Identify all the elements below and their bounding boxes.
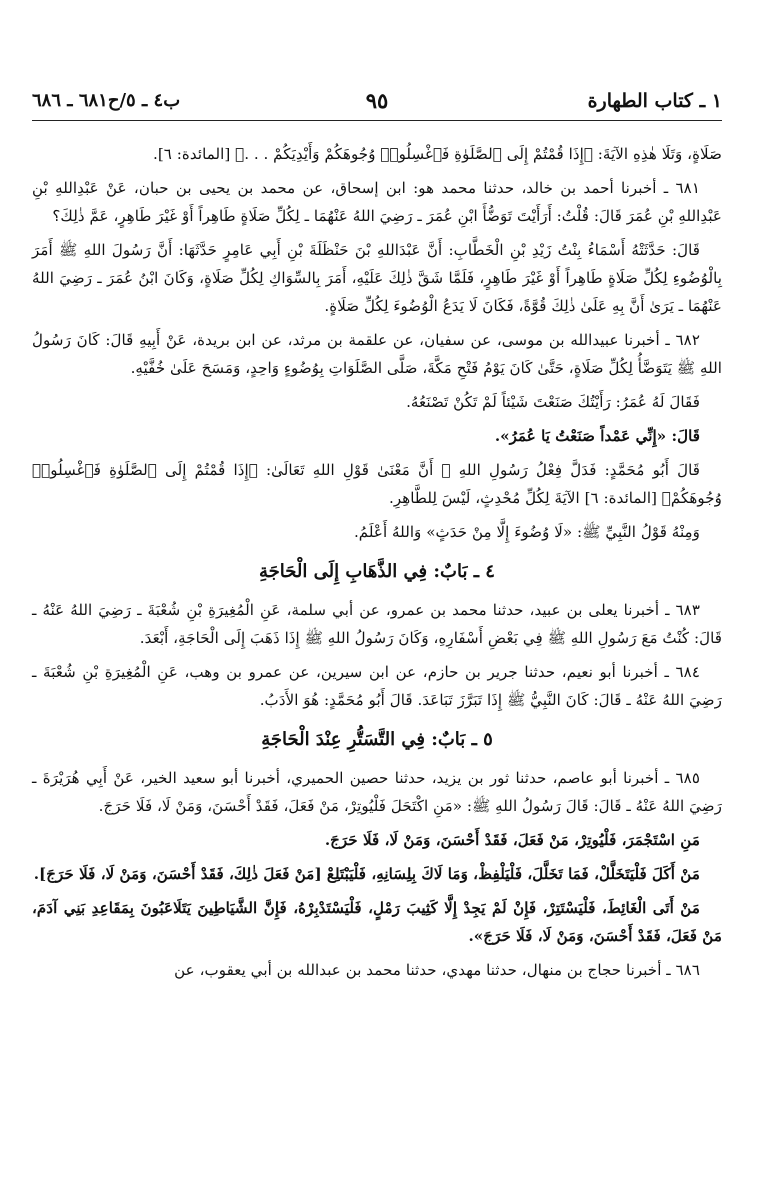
page-body xyxy=(32,140,722,990)
hadith-682-closing: وَمِنْهُ قَوْلُ النَّبِيِّ ﷺ: «لَا وُضُوءَ إِلَّا مِنْ حَدَثٍ» وَاللهُ أَعْلَمُ. xyxy=(353,523,700,541)
hadith-682-line-2: فَقَالَ لَهُ عُمَرُ: رَأَيْتُكَ صَنَعْتَ شَيْئاً لَمْ تَكُنْ تَصْنَعُهُ. xyxy=(406,393,700,411)
hadith-682-commentary: قَالَ أَبُو مُحَمَّدٍ: فَدَلَّ فِعْلُ رَسُولِ اللهِ ﷺ أَنَّ مَعْنَىٰ قَوْلِ اللهِ تَعَالَىٰ: ﴿إِذَا قُمْتُمْ إِلَى ٱلصَّلَوٰةِ فَٱغْسِلُوا۟ وُجُوهَكُمْ﴾ [المائدة: ٦] الآيَةَ لِكُلِّ مُحْدِثٍ، لَيْسَ لِلطَّاهِرِ. xyxy=(32,461,722,507)
hadith-685: ٦٨٥ ـ أخبرنا أبو عاصم، حدثنا ثور بن يزيد، حدثنا حصين الحميري، أخبرنا أبو سعيد الخير، عَنْ أَبِي هُرَيْرَةَ ـ رَضِيَ اللهُ عَنْهُ ـ قَالَ: قَالَ رَسُولُ اللهِ ﷺ: «مَنِ اكْتَحَلَ فَلْيُوتِرْ، مَنْ فَعَلَ، فَقَدْ أَحْسَنَ، وَمَنْ لَا، فَلَا حَرَجَ. xyxy=(32,769,722,815)
page-number: ٩٥ xyxy=(365,88,389,113)
hadith-range-ref: ب٤ ـ ٥/ح٦٨١ ـ ٦٨٦ xyxy=(32,90,181,111)
hadith-684: ٦٨٤ ـ أخبرنا أبو نعيم، حدثنا جرير بن حازم، عن ابن سيرين، عن عمرو بن وهب، عَنِ الْمُغِيرَةِ بْنِ شُعْبَةَ ـ رَضِيَ اللهُ عَنْهُ ـ قَالَ: كَانَ النَّبِيُّ ﷺ إِذَا تَبَرَّزَ تَبَاعَدَ. قَالَ أَبُو مُحَمَّدٍ: هُوَ الأَدَبُ. xyxy=(32,663,722,709)
hadith-686: ٦٨٦ ـ أخبرنا حجاج بن منهال، حدثنا مهدي، حدثنا محمد بن عبدالله بن أبي يعقوب، عن xyxy=(174,961,700,979)
hadith-683: ٦٨٣ ـ أخبرنا يعلى بن عبيد، حدثنا محمد بن عمرو، عن أبي سلمة، عَنِ الْمُغِيرَةِ بْنِ شُعْبَةَ ـ رَضِيَ اللهُ عَنْهُ ـ قَالَ: كُنْتُ مَعَ رَسُولِ اللهِ ﷺ فِي بَعْضِ أَسْفَارِهِ، وَكَانَ رَسُولُ اللهِ ﷺ إِذَا ذَهَبَ إِلَى الْحَاجَةِ، أَبْعَدَ. xyxy=(32,601,722,647)
hadith-685-line-2: مَنِ اسْتَجْمَرَ، فَلْيُوتِرْ، مَنْ فَعَلَ، فَقَدْ أَحْسَنَ، وَمَنْ لَا، فَلَا حَرَجَ. xyxy=(324,831,700,849)
hadith-685-line-3: مَنْ أَكَلَ فَلْيَتَخَلَّلْ، فَمَا تَخَلَّلَ، فَلْيَلْفِظْ، وَمَا لَاكَ بِلِسَانِهِ، فَلْيَبْتَلِعْ [مَنْ فَعَلَ ذٰلِكَ، فَقَدْ أَحْسَنَ، وَمَنْ لَا، فَلَا حَرَجَ]. xyxy=(33,865,700,883)
hadith-681: ٦٨١ ـ أخبرنا أحمد بن خالد، حدثنا محمد هو: ابن إسحاق، عن محمد بن يحيى بن حبان، عَنْ عَبْدِاللهِ بْنِ عَبْدِاللهِ بْنِ عُمَرَ قَالَ: قُلْتُ: أَرَأَيْتَ تَوَضُّأَ ابْنِ عُمَرَ ـ رَضِيَ اللهُ عَنْهُمَا ـ لِكُلِّ صَلَاةٍ طَاهِراً أَوْ غَيْرَ طَاهِرٍ، عَمَّ ذٰلِكَ؟ xyxy=(32,179,722,225)
page-header xyxy=(32,86,722,121)
hadith-685-line-4: مَنْ أَتَى الْغَائِطَ، فَلْيَسْتَتِرْ، فَإِنْ لَمْ يَجِدْ إِلَّا كَثِيبَ رَمْلٍ، فَلْيَسْتَدْبِرْهُ، فَإِنَّ الشَّيَاطِينَ يَتَلَاعَبُونَ بِمَقَاعِدِ بَنِي آدَمَ، مَنْ فَعَلَ، فَقَدْ أَحْسَنَ، وَمَنْ لَا، فَلَا حَرَجَ». xyxy=(32,899,722,945)
section-title-5: ٥ ـ بَابٌ: فِي التَّسَتُّرِ عِنْدَ الْحَاجَةِ xyxy=(261,729,493,750)
section-title-4: ٤ ـ بَابٌ: فِي الذَّهَابِ إِلَى الْحَاجَةِ xyxy=(259,561,495,582)
hadith-682: ٦٨٢ ـ أخبرنا عبيدالله بن موسى، عن سفيان، عن علقمة بن مرثد، عن ابن بريدة، عَنْ أَبِيهِ قَالَ: كَانَ رَسُولُ اللهِ ﷺ يَتَوَضَّأُ لِكُلِّ صَلَاةٍ، حَتَّىٰ كَانَ يَوْمُ فَتْحِ مَكَّةَ، صَلَّى الصَّلَوَاتِ بِوُضُوءٍ وَاحِدٍ، وَمَسَحَ عَلَىٰ خُفَّيْهِ. xyxy=(32,331,722,377)
hadith-681-continuation: قَالَ: حَدَّثَتْهُ أَسْمَاءُ بِنْتُ زَيْدِ بْنِ الْخَطَّابِ: أَنَّ عَبْدَاللهِ بْنَ حَنْظَلَةَ بْنِ أَبِي عَامِرٍ حَدَّثَهَا: أَنَّ رَسُولَ اللهِ ﷺ أَمَرَ بِالْوُضُوءِ لِكُلِّ صَلَاةٍ طَاهِراً أَوْ غَيْرَ طَاهِرٍ، فَلَمَّا شَقَّ ذٰلِكَ عَلَيْهِ، أَمَرَ بِالسِّوَاكِ لِكُلِّ صَلَاةٍ، وَكَانَ ابْنُ عُمَرَ ـ رَضِيَ اللهُ عَنْهُمَا ـ يَرَىٰ أَنَّ بِهِ عَلَىٰ ذٰلِكَ قُوَّةً، فَكَانَ لَا يَدَعُ الْوُضُوءَ لِكُلِّ صَلَاةٍ. xyxy=(32,241,722,315)
hadith-682-line-3: قَالَ: «إِنِّي عَمْداً صَنَعْتُ يَا عُمَرُ». xyxy=(494,427,700,445)
chapter-heading: ١ ـ كتاب الطهارة xyxy=(587,90,722,112)
text-line: صَلَاةٍ، وَتَلَا هٰذِهِ الآيَةَ: ﴿إِذَا قُمْتُمْ إِلَى ٱلصَّلَوٰةِ فَٱغْسِلُوا۟ وُجُوهَكُمْ وَأَيْدِيَكُمْ . . .﴾ [المائدة: ٦]. xyxy=(153,145,722,163)
